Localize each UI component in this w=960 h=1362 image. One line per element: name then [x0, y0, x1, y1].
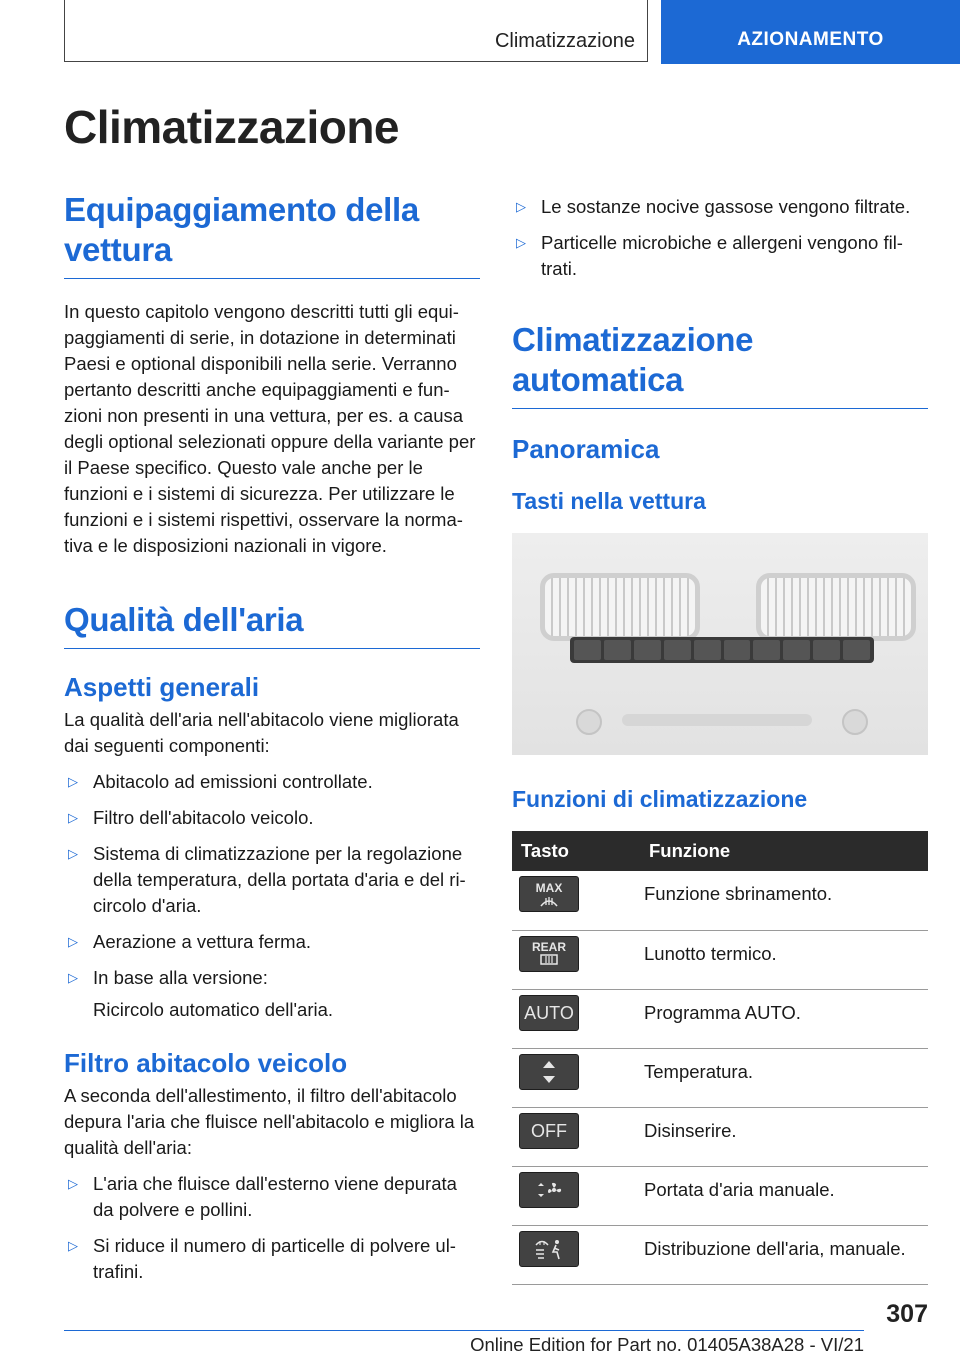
- table-row: [512, 930, 928, 989]
- knob-left: [576, 709, 602, 735]
- heading-qualita-aria: Qualità dell'aria: [64, 600, 480, 649]
- triangle-bullet-icon: ▷: [68, 1238, 78, 1253]
- footer-edition: Online Edition for Part no. 01405A38A28 - VI/21: [470, 1334, 864, 1355]
- functions-table: [512, 831, 928, 1285]
- chapter-tab[interactable]: AZIONAMENTO: [661, 0, 960, 64]
- defrost-max-key-icon: MAX: [519, 876, 579, 912]
- knob-right: [842, 709, 868, 735]
- heading-aspetti-generali: Aspetti generali: [64, 672, 260, 702]
- header-frame: [64, 0, 648, 62]
- triangle-bullet-icon: ▷: [516, 199, 526, 214]
- table-row: [512, 1225, 928, 1284]
- triangle-bullet-icon: ▷: [68, 934, 78, 949]
- table-row: [512, 871, 928, 930]
- aspetti-intro: La qualità dell'aria nell'abitacolo viene migliorata dai seguenti componenti:: [64, 709, 459, 756]
- air-vent-left: [540, 573, 700, 641]
- air-distribution-icon: [519, 1231, 579, 1267]
- heading-panoramica: Panoramica: [512, 434, 660, 464]
- heading-climatizzazione-automatica: Climatizzazione automatica: [512, 320, 928, 409]
- list-item: ▷ Abitacolo ad emissioni controllate.: [64, 769, 480, 795]
- table-cell-funzione: Distribuzione dell'aria, manuale.: [635, 1225, 928, 1284]
- list-item: ▷ Si riduce il numero di particelle di polvere ul-trafini.: [68, 1235, 456, 1282]
- auto-key-icon: AUTO: [519, 995, 579, 1031]
- table-cell-funzione: Funzione sbrinamento.: [635, 871, 928, 930]
- triangle-bullet-icon: ▷: [516, 235, 526, 250]
- filtro-intro: A seconda dell'allestimento, il filtro dell'abitacolo depura l'aria che fluisce nell'abitacolo e migliora la qualità dell'aria:: [64, 1085, 475, 1158]
- filtro-list-continued: [512, 194, 928, 282]
- list-item: ▷ Filtro dell'abitacolo veicolo.: [64, 805, 480, 831]
- table-header-row: [512, 831, 928, 871]
- table-row: [512, 1107, 928, 1166]
- triangle-bullet-icon: ▷: [68, 774, 78, 789]
- intro-paragraph: In questo capitolo vengono descritti tutti gli equi-paggiamenti di serie, in dotazione in determinati Paesi e optional disponibili nella serie. Verranno pertanto descritti anche equipaggiamenti e fun-zioni non presenti in una vettura, per es. a causa degli optional selezionati oppure della variante per il Paese specifico. Questo vale anche per le funzioni e i sistemi di sicurezza. Per utilizzare le funzioni e i sistemi rispettivi, osservare la norma-tiva e le disposizioni nazionali in vigore.: [64, 301, 476, 556]
- triangle-bullet-icon: ▷: [68, 846, 78, 861]
- control-strip: [622, 714, 812, 726]
- left-column: [64, 190, 480, 1285]
- heading-tasti-vettura: Tasti nella vettura: [512, 488, 706, 514]
- list-sub-item: Ricircolo automatico dell'aria.: [93, 999, 334, 1020]
- page-number: 307: [886, 1300, 928, 1328]
- heading-filtro-abitacolo: Filtro abitacolo veicolo: [64, 1048, 348, 1078]
- footer-divider: [64, 1330, 864, 1331]
- filtro-list: [64, 1171, 480, 1285]
- rear-window-defrost-key-icon: REAR: [519, 936, 579, 972]
- heading-equipaggiamento: Equipaggiamento della vettura: [64, 190, 480, 279]
- list-item: ▷ L'aria che fluisce dall'esterno viene depurata da polvere e pollini.: [68, 1173, 457, 1220]
- fan-icon: [519, 1172, 579, 1208]
- triangle-bullet-icon: ▷: [68, 810, 78, 825]
- table-cell-funzione: Disinserire.: [635, 1107, 928, 1166]
- dashboard-photo: [512, 533, 928, 755]
- table-row: [512, 1166, 928, 1225]
- header-section-title: Climatizzazione: [494, 30, 635, 52]
- triangle-bullet-icon: ▷: [68, 970, 78, 985]
- off-key-icon: OFF: [519, 1113, 579, 1149]
- right-column: [512, 190, 928, 1285]
- table-cell-funzione: Portata d'aria manuale.: [635, 1166, 928, 1225]
- table-cell-funzione: Lunotto termico.: [635, 930, 928, 989]
- climate-control-panel: [570, 637, 874, 663]
- page-title: Climatizzazione: [64, 101, 400, 153]
- list-item: ▷ Particelle microbiche e allergeni vengono fil-trati.: [516, 232, 903, 279]
- list-item: ▷ Le sostanze nocive gassose vengono filtrate.: [512, 194, 928, 220]
- aspetti-list: [64, 769, 480, 1023]
- triangle-bullet-icon: ▷: [68, 1176, 78, 1191]
- table-row: [512, 1048, 928, 1107]
- table-header-funzione: Funzione: [635, 831, 928, 871]
- table-header-tasto: Tasto: [512, 831, 635, 871]
- heading-funzioni-climatizzazione: Funzioni di climatizzazione: [512, 786, 808, 812]
- list-item: ▷ Sistema di climatizzazione per la regolazione della temperatura, della portata d'aria e del ri-circolo d'aria.: [68, 843, 466, 916]
- table-row: [512, 989, 928, 1048]
- table-cell-funzione: Temperatura.: [635, 1048, 928, 1107]
- list-item: ▷ In base alla versione: Ricircolo automatico dell'aria.: [64, 965, 480, 1023]
- list-item: ▷ Aerazione a vettura ferma.: [64, 929, 480, 955]
- temperature-arrows-icon: [519, 1054, 579, 1090]
- air-vent-right: [756, 573, 916, 641]
- table-cell-funzione: Programma AUTO.: [635, 989, 928, 1048]
